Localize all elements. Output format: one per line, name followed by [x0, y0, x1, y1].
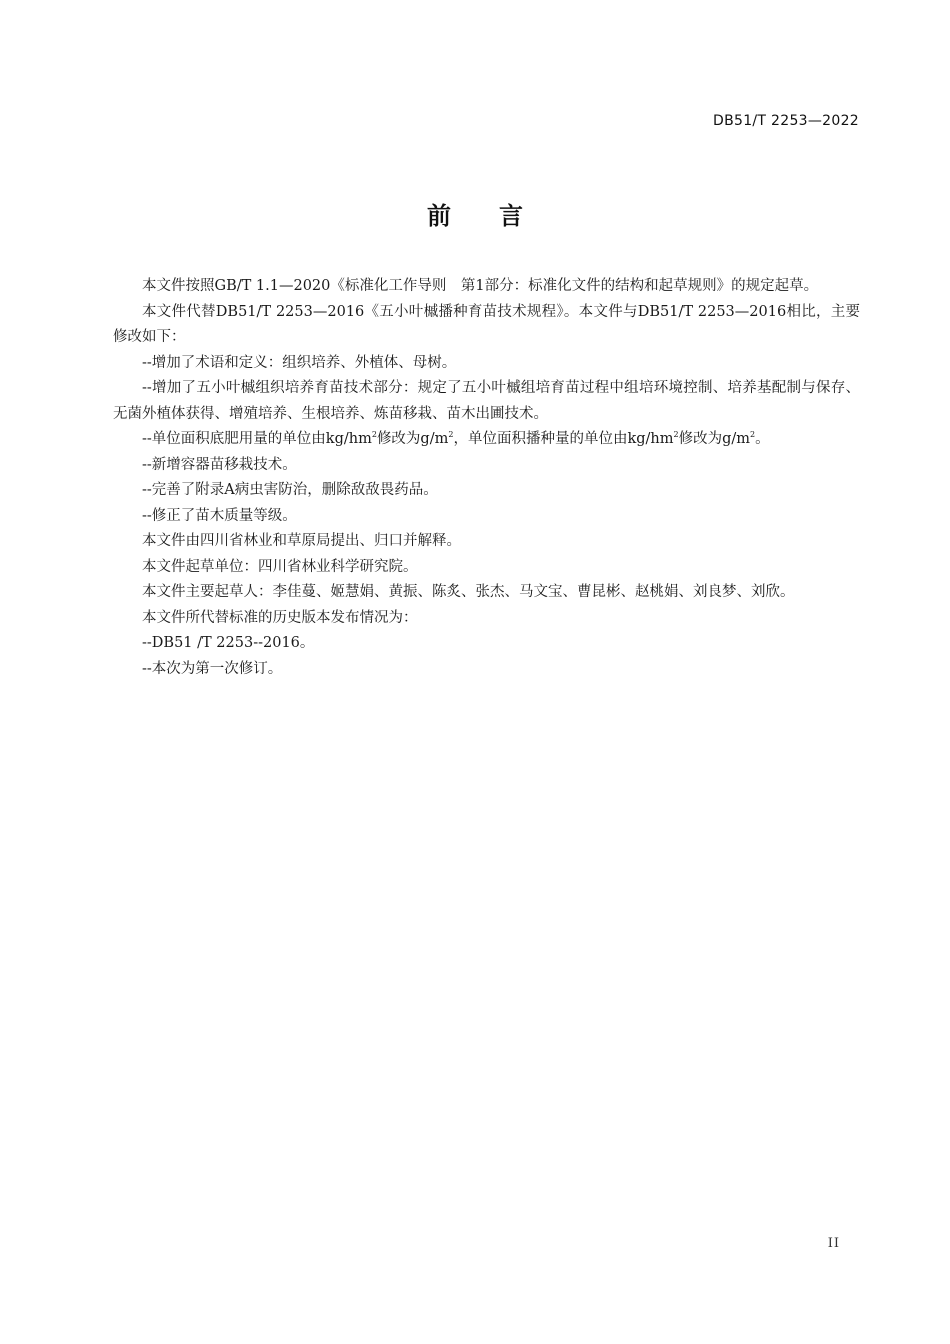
paragraph-drafting-unit: 本文件起草单位：四川省林业科学研究院。 — [142, 558, 418, 575]
units-sup-3: 2 — [673, 430, 679, 439]
standard-code: DB51/T 2253—2022 — [713, 113, 859, 129]
list-item-terms: --增加了术语和定义：组织培养、外植体、母树。 — [142, 354, 457, 371]
list-item-quality-grade: --修正了苗木质量等级。 — [142, 507, 297, 524]
page-title: 前言 — [427, 202, 571, 230]
list-item-container-seedlings: --新增容器苗移栽技术。 — [142, 456, 297, 473]
list-item-tissue-culture: --增加了五小叶槭组织培养育苗技术部分：规定了五小叶槭组培育苗过程中组培环境控制、培养基配制与保存、无菌外植体获得、增殖培养、生根培养、炼苗移栽、苗木出圃技术。 — [113, 380, 860, 422]
paragraph-drafters: 本文件主要起草人：李佳蔓、姬慧娟、黄振、陈炙、张杰、马文宝、曹昆彬、赵桃娟、刘良梦、刘欣。 — [142, 584, 795, 600]
units-sup-4: 2 — [750, 430, 756, 439]
units-sup-1: 2 — [371, 430, 377, 439]
units-text-4: 修改为g/m — [678, 431, 751, 447]
paragraph-drafting-rules: 本文件按照GB/T 1.1—2020《标准化工作导则 第1部分：标准化文件的结构和起草规则》的规定起草。 — [142, 278, 819, 294]
paragraph-proposed-by: 本文件由四川省林业和草原局提出、归口并解释。 — [142, 533, 461, 549]
list-item-units — [113, 427, 860, 453]
paragraph-replaces: 本文件代替DB51/T 2253—2016《五小叶槭播种育苗技术规程》。本文件与DB51/T 2253—2016相比，主要修改如下： — [113, 303, 860, 345]
list-item-previous-version: --DB51 /T 2253--2016。 — [142, 635, 315, 651]
units-sup-2: 2 — [448, 430, 454, 439]
paragraph-history-intro: 本文件所代替标准的历史版本发布情况为： — [142, 609, 418, 626]
units-text-1: --单位面积底肥用量的单位由kg/hm — [142, 431, 372, 447]
document-body — [113, 274, 860, 682]
list-item-pest-control: --完善了附录A病虫害防治，删除敌敌畏药品。 — [142, 482, 438, 498]
units-text-2: 修改为g/m — [376, 431, 449, 447]
units-text-3: ，单位面积播种量的单位由kg/hm — [453, 431, 674, 447]
units-text-5: 。 — [755, 431, 770, 447]
page-number: II — [827, 1236, 840, 1251]
list-item-revision-note: --本次为第一次修订。 — [142, 660, 283, 677]
